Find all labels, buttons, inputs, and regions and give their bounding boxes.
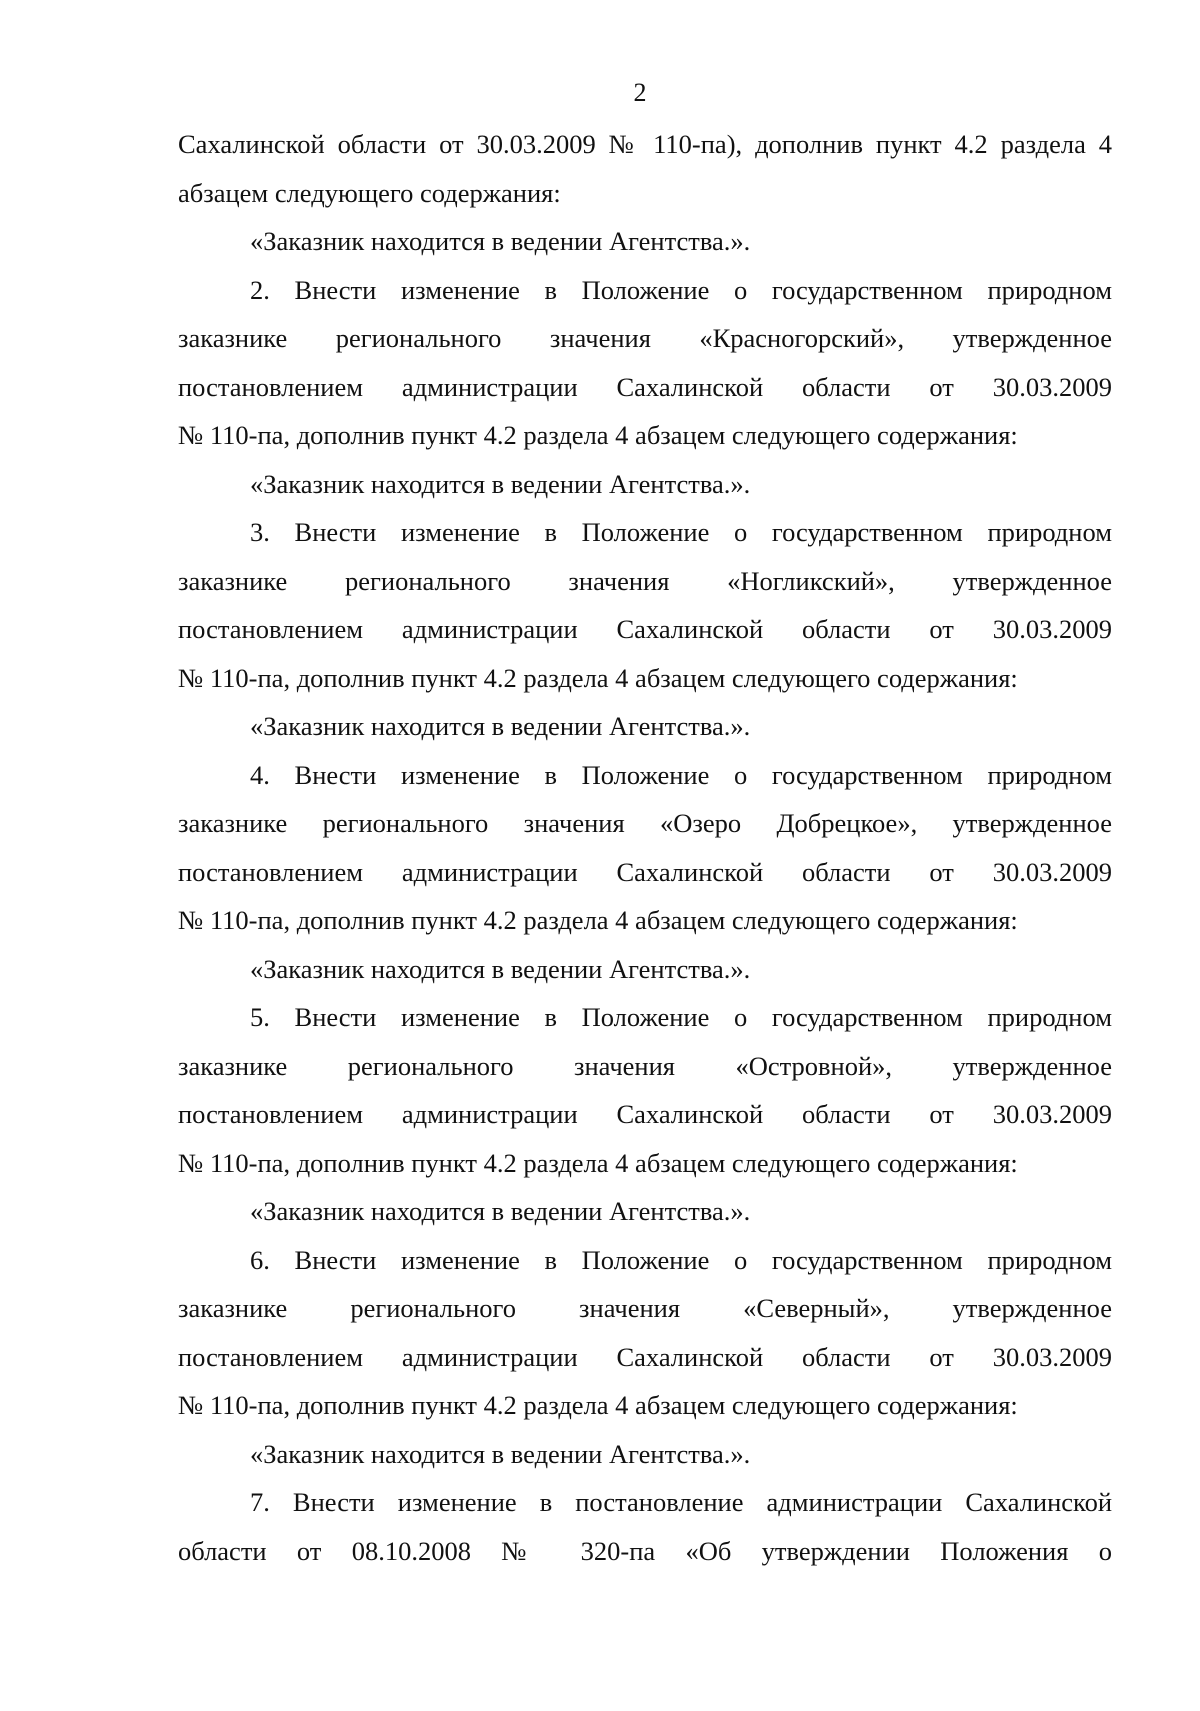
quoted-paragraph: «Заказник находится в ведении Агентства.». [250,1196,751,1226]
item-6-line: № 110-па, дополнив пункт 4.2 раздела 4 абзацем следующего содержания: [178,1390,1018,1420]
text-line: абзацем следующего содержания: [178,177,561,208]
item-5-line: № 110-па, дополнив пункт 4.2 раздела 4 абзацем следующего содержания: [178,1147,1018,1178]
quoted-paragraph: «Заказник находится в ведении Агентства.». [250,711,751,741]
item-5-line: заказнике регионального значения «Островной», утвержденное [178,1050,1112,1081]
item-3-line: постановлением администрации Сахалинской области от 30.03.2009 [178,614,1112,644]
item-6-line: 6. Внести изменение в Положение о государственном природном [250,1244,1112,1275]
item-3-line: № 110-па, дополнив пункт 4.2 раздела 4 абзацем следующего содержания: [178,662,1018,693]
item-4-line: № 110-па, дополнив пункт 4.2 раздела 4 абзацем следующего содержания: [178,905,1018,935]
item-3-line: 3. Внести изменение в Положение о государственном природном [250,517,1112,547]
item-2-line: № 110-па, дополнив пункт 4.2 раздела 4 абзацем следующего содержания: [178,420,1018,450]
item-2-line: 2. Внести изменение в Положение о государственном природном [250,274,1112,305]
item-4-line: постановлением администрации Сахалинской области от 30.03.2009 [178,856,1112,887]
item-2-line: заказнике регионального значения «Красногорский», утвержденное [178,323,1112,353]
page-number: 2 [633,78,647,107]
item-6-line: постановлением администрации Сахалинской области от 30.03.2009 [178,1341,1112,1372]
item-7-line: 7. Внести изменение в постановление администрации Сахалинской [250,1487,1112,1517]
item-2-line: постановлением администрации Сахалинской области от 30.03.2009 [178,371,1112,402]
quoted-paragraph: «Заказник находится в ведении Агентства.». [250,226,751,256]
quoted-paragraph: «Заказник находится в ведении Агентства.». [250,953,751,984]
item-5-line: 5. Внести изменение в Положение о государственном природном [250,1002,1112,1032]
item-4-line: 4. Внести изменение в Положение о государственном природном [250,759,1112,790]
quoted-paragraph: «Заказник находится в ведении Агентства.». [250,1438,751,1469]
item-7-line: области от 08.10.2008 № 320-па «Об утверждении Положения о [178,1535,1112,1566]
item-6-line: заказнике регионального значения «Северный», утвержденное [178,1293,1112,1323]
item-3-line: заказнике регионального значения «Ногликский», утвержденное [178,565,1112,596]
item-4-line: заказнике регионального значения «Озеро Добрецкое», утвержденное [178,808,1112,838]
document-body [178,120,1112,1575]
item-5-line: постановлением администрации Сахалинской области от 30.03.2009 [178,1099,1112,1129]
text-line: Сахалинской области от 30.03.2009 № 110-па), дополнив пункт 4.2 раздела 4 [178,129,1112,159]
quoted-paragraph: «Заказник находится в ведении Агентства.». [250,468,751,499]
